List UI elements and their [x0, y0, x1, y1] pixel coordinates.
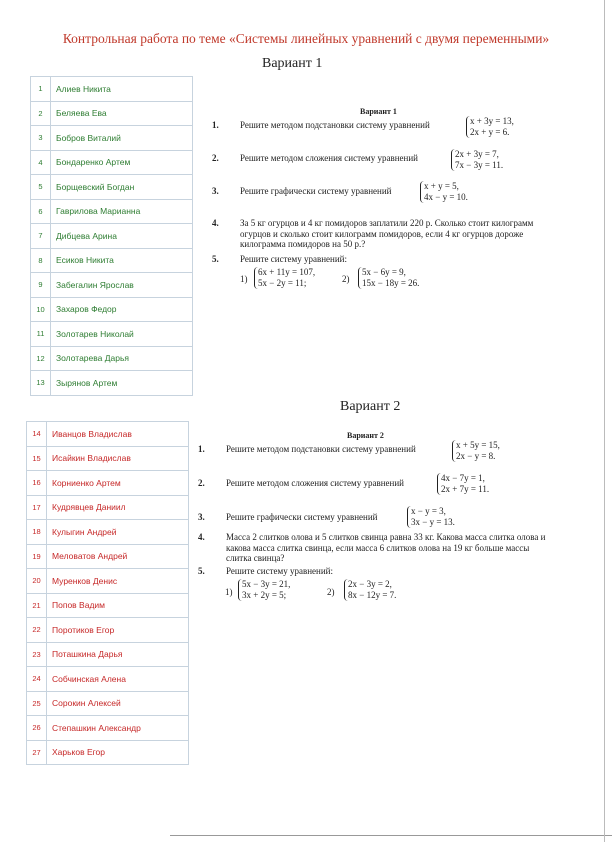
v1-task-3-system: [420, 181, 468, 203]
task-number: 2.: [198, 478, 205, 488]
task-text: Решите систему уравнений:: [226, 566, 333, 576]
v1-sys5-2: [358, 267, 419, 289]
student-name: Кулыгин Андрей: [47, 520, 189, 545]
equation: x + 3y = 13,: [470, 116, 514, 126]
equation: 5x − 3y = 21,: [242, 579, 291, 589]
student-number: 21: [27, 593, 47, 618]
student-number: 5: [31, 175, 51, 200]
task-text: За 5 кг огурцов и 4 кг помидоров заплатили 220 р. Сколько стоит килограмм огурцов и сколько стоит килограмм помидоров, если 4 кг огурцов дороже килограмма помидоров на 50 р.?: [240, 218, 534, 249]
equation: 8x − 12y = 7.: [348, 590, 397, 600]
student-number: 6: [31, 199, 51, 224]
task-text: Решите методом сложения систему уравнений: [240, 153, 418, 163]
variant2-student-table: [26, 421, 189, 765]
student-name: Борщевский Богдан: [51, 175, 193, 200]
equation: 2x − y = 8.: [456, 451, 496, 461]
student-row: [31, 175, 193, 200]
student-row: [31, 126, 193, 151]
task-number: 3.: [212, 186, 219, 196]
student-row: [27, 544, 189, 569]
student-name: Муренков Денис: [47, 569, 189, 594]
student-number: 23: [27, 642, 47, 667]
equation: x + 5y = 15,: [456, 440, 500, 450]
student-name: Попов Вадим: [47, 593, 189, 618]
v1-task-1-system: [466, 116, 514, 138]
student-name: Меловатов Андрей: [47, 544, 189, 569]
student-name: Золотарева Дарья: [51, 346, 193, 371]
equation: 6x + 11y = 107,: [258, 267, 316, 277]
student-row: [27, 471, 189, 496]
task-text: Решите систему уравнений:: [240, 254, 347, 264]
v2-task-3-system: [407, 506, 455, 528]
student-number: 16: [27, 471, 47, 496]
v2-sys5-2-label: 2): [327, 587, 335, 597]
student-row: [27, 593, 189, 618]
student-number: 1: [31, 77, 51, 102]
student-row: [31, 77, 193, 102]
student-name: Есиков Никита: [51, 248, 193, 273]
student-number: 4: [31, 150, 51, 175]
student-row: [27, 740, 189, 765]
student-number: 9: [31, 273, 51, 298]
task-number: 1.: [212, 120, 219, 130]
student-number: 22: [27, 618, 47, 643]
task-text: Решите методом сложения систему уравнений: [226, 478, 404, 488]
student-number: 14: [27, 422, 47, 447]
student-row: [31, 371, 193, 396]
student-number: 27: [27, 740, 47, 765]
equation: 4x − y = 10.: [424, 192, 468, 202]
student-name: Исайкин Владислав: [47, 446, 189, 471]
student-row: [27, 520, 189, 545]
v2-sys5-2: [344, 579, 396, 601]
student-name: Иванцов Владислав: [47, 422, 189, 447]
task-number: 5.: [212, 254, 219, 264]
student-name: Поротиков Егор: [47, 618, 189, 643]
student-number: 13: [31, 371, 51, 396]
equation: x + y = 5,: [424, 181, 459, 191]
equation: 7x − 3y = 11.: [455, 160, 504, 170]
page-title: Контрольная работа по теме «Системы линейных уравнений с двумя переменными»: [62, 31, 550, 46]
student-row: [27, 667, 189, 692]
student-row: [31, 199, 193, 224]
student-row: [27, 618, 189, 643]
student-number: 3: [31, 126, 51, 151]
student-name: Захаров Федор: [51, 297, 193, 322]
v2-sys5-1: [238, 579, 290, 601]
bottom-edge-line: [170, 835, 612, 836]
student-name: Дибцева Арина: [51, 224, 193, 249]
task-text: Решите графически систему уравнений: [240, 186, 392, 196]
student-row: [27, 716, 189, 741]
equation: 15x − 18y = 26.: [362, 278, 420, 288]
student-row: [31, 224, 193, 249]
student-number: 24: [27, 667, 47, 692]
student-row: [27, 446, 189, 471]
student-row: [31, 248, 193, 273]
v2-sys5-1-label: 1): [225, 587, 233, 597]
student-name: Бондаренко Артем: [51, 150, 193, 175]
equation: 2x + 7y = 11.: [441, 484, 490, 494]
equation: 2x + 3y = 7,: [455, 149, 499, 159]
student-name: Зырянов Артем: [51, 371, 193, 396]
student-name: Алиев Никита: [51, 77, 193, 102]
variant1-label: Вариант 1: [262, 56, 323, 71]
task-number: 1.: [198, 444, 205, 454]
variant2-label: Вариант 2: [340, 399, 401, 414]
student-row: [27, 569, 189, 594]
task-text: Масса 2 слитков олова и 5 слитков свинца равна 33 кг. Какова масса слитка олова и какова масса слитка свинца, если масса 6 слитков олова на 19 кг больше массы слитка свинца?: [226, 532, 546, 563]
student-name: Кудрявцев Даниил: [47, 495, 189, 520]
student-name: Гаврилова Марианна: [51, 199, 193, 224]
variant2-header: Вариант 2: [347, 431, 384, 440]
student-row: [27, 495, 189, 520]
student-number: 20: [27, 569, 47, 594]
student-name: Бобров Виталий: [51, 126, 193, 151]
student-name: Золотарев Николай: [51, 322, 193, 347]
student-number: 2: [31, 101, 51, 126]
task-number: 2.: [212, 153, 219, 163]
equation: 4x − 7y = 1,: [441, 473, 485, 483]
equation: 5x − 6y = 9,: [362, 267, 406, 277]
student-number: 11: [31, 322, 51, 347]
student-number: 26: [27, 716, 47, 741]
v1-sys5-1: [254, 267, 315, 289]
task-number: 3.: [198, 512, 205, 522]
student-number: 7: [31, 224, 51, 249]
student-row: [27, 422, 189, 447]
equation: x − y = 3,: [411, 506, 446, 516]
v2-task-1-system: [452, 440, 500, 462]
task-text: Решите графически систему уравнений: [226, 512, 378, 522]
equation: 2x + y = 6.: [470, 127, 510, 137]
student-row: [31, 273, 193, 298]
student-number: 25: [27, 691, 47, 716]
student-name: Беляева Ева: [51, 101, 193, 126]
student-number: 19: [27, 544, 47, 569]
right-edge-line: [604, 0, 605, 842]
student-name: Поташкина Дарья: [47, 642, 189, 667]
v1-sys5-1-label: 1): [240, 274, 248, 284]
student-number: 12: [31, 346, 51, 371]
task-number: 5.: [198, 566, 205, 576]
variant1-header: Вариант 1: [360, 107, 397, 116]
equation: 5x − 2y = 11;: [258, 278, 307, 288]
task-number: 4.: [198, 532, 205, 542]
student-row: [27, 691, 189, 716]
student-number: 17: [27, 495, 47, 520]
task-number: 4.: [212, 218, 219, 228]
student-name: Степашкин Александр: [47, 716, 189, 741]
student-row: [31, 297, 193, 322]
student-row: [31, 101, 193, 126]
student-number: 10: [31, 297, 51, 322]
variant1-student-table: [30, 76, 193, 396]
student-number: 15: [27, 446, 47, 471]
student-number: 8: [31, 248, 51, 273]
v1-task-2-system: [451, 149, 503, 171]
v1-sys5-2-label: 2): [342, 274, 350, 284]
student-name: Харьков Егор: [47, 740, 189, 765]
task-text: Решите методом подстановки систему уравнений: [226, 444, 416, 454]
student-name: Забегалин Ярослав: [51, 273, 193, 298]
student-row: [31, 150, 193, 175]
student-row: [31, 346, 193, 371]
v2-task-2-system: [437, 473, 489, 495]
student-name: Собчинская Алена: [47, 667, 189, 692]
student-number: 18: [27, 520, 47, 545]
student-row: [27, 642, 189, 667]
equation: 3x + 2y = 5;: [242, 590, 287, 600]
task-text: Решите методом подстановки систему уравнений: [240, 120, 430, 130]
student-row: [31, 322, 193, 347]
student-name: Корниенко Артем: [47, 471, 189, 496]
equation: 2x − 3y = 2,: [348, 579, 392, 589]
student-name: Сорокин Алексей: [47, 691, 189, 716]
equation: 3x − y = 13.: [411, 517, 455, 527]
